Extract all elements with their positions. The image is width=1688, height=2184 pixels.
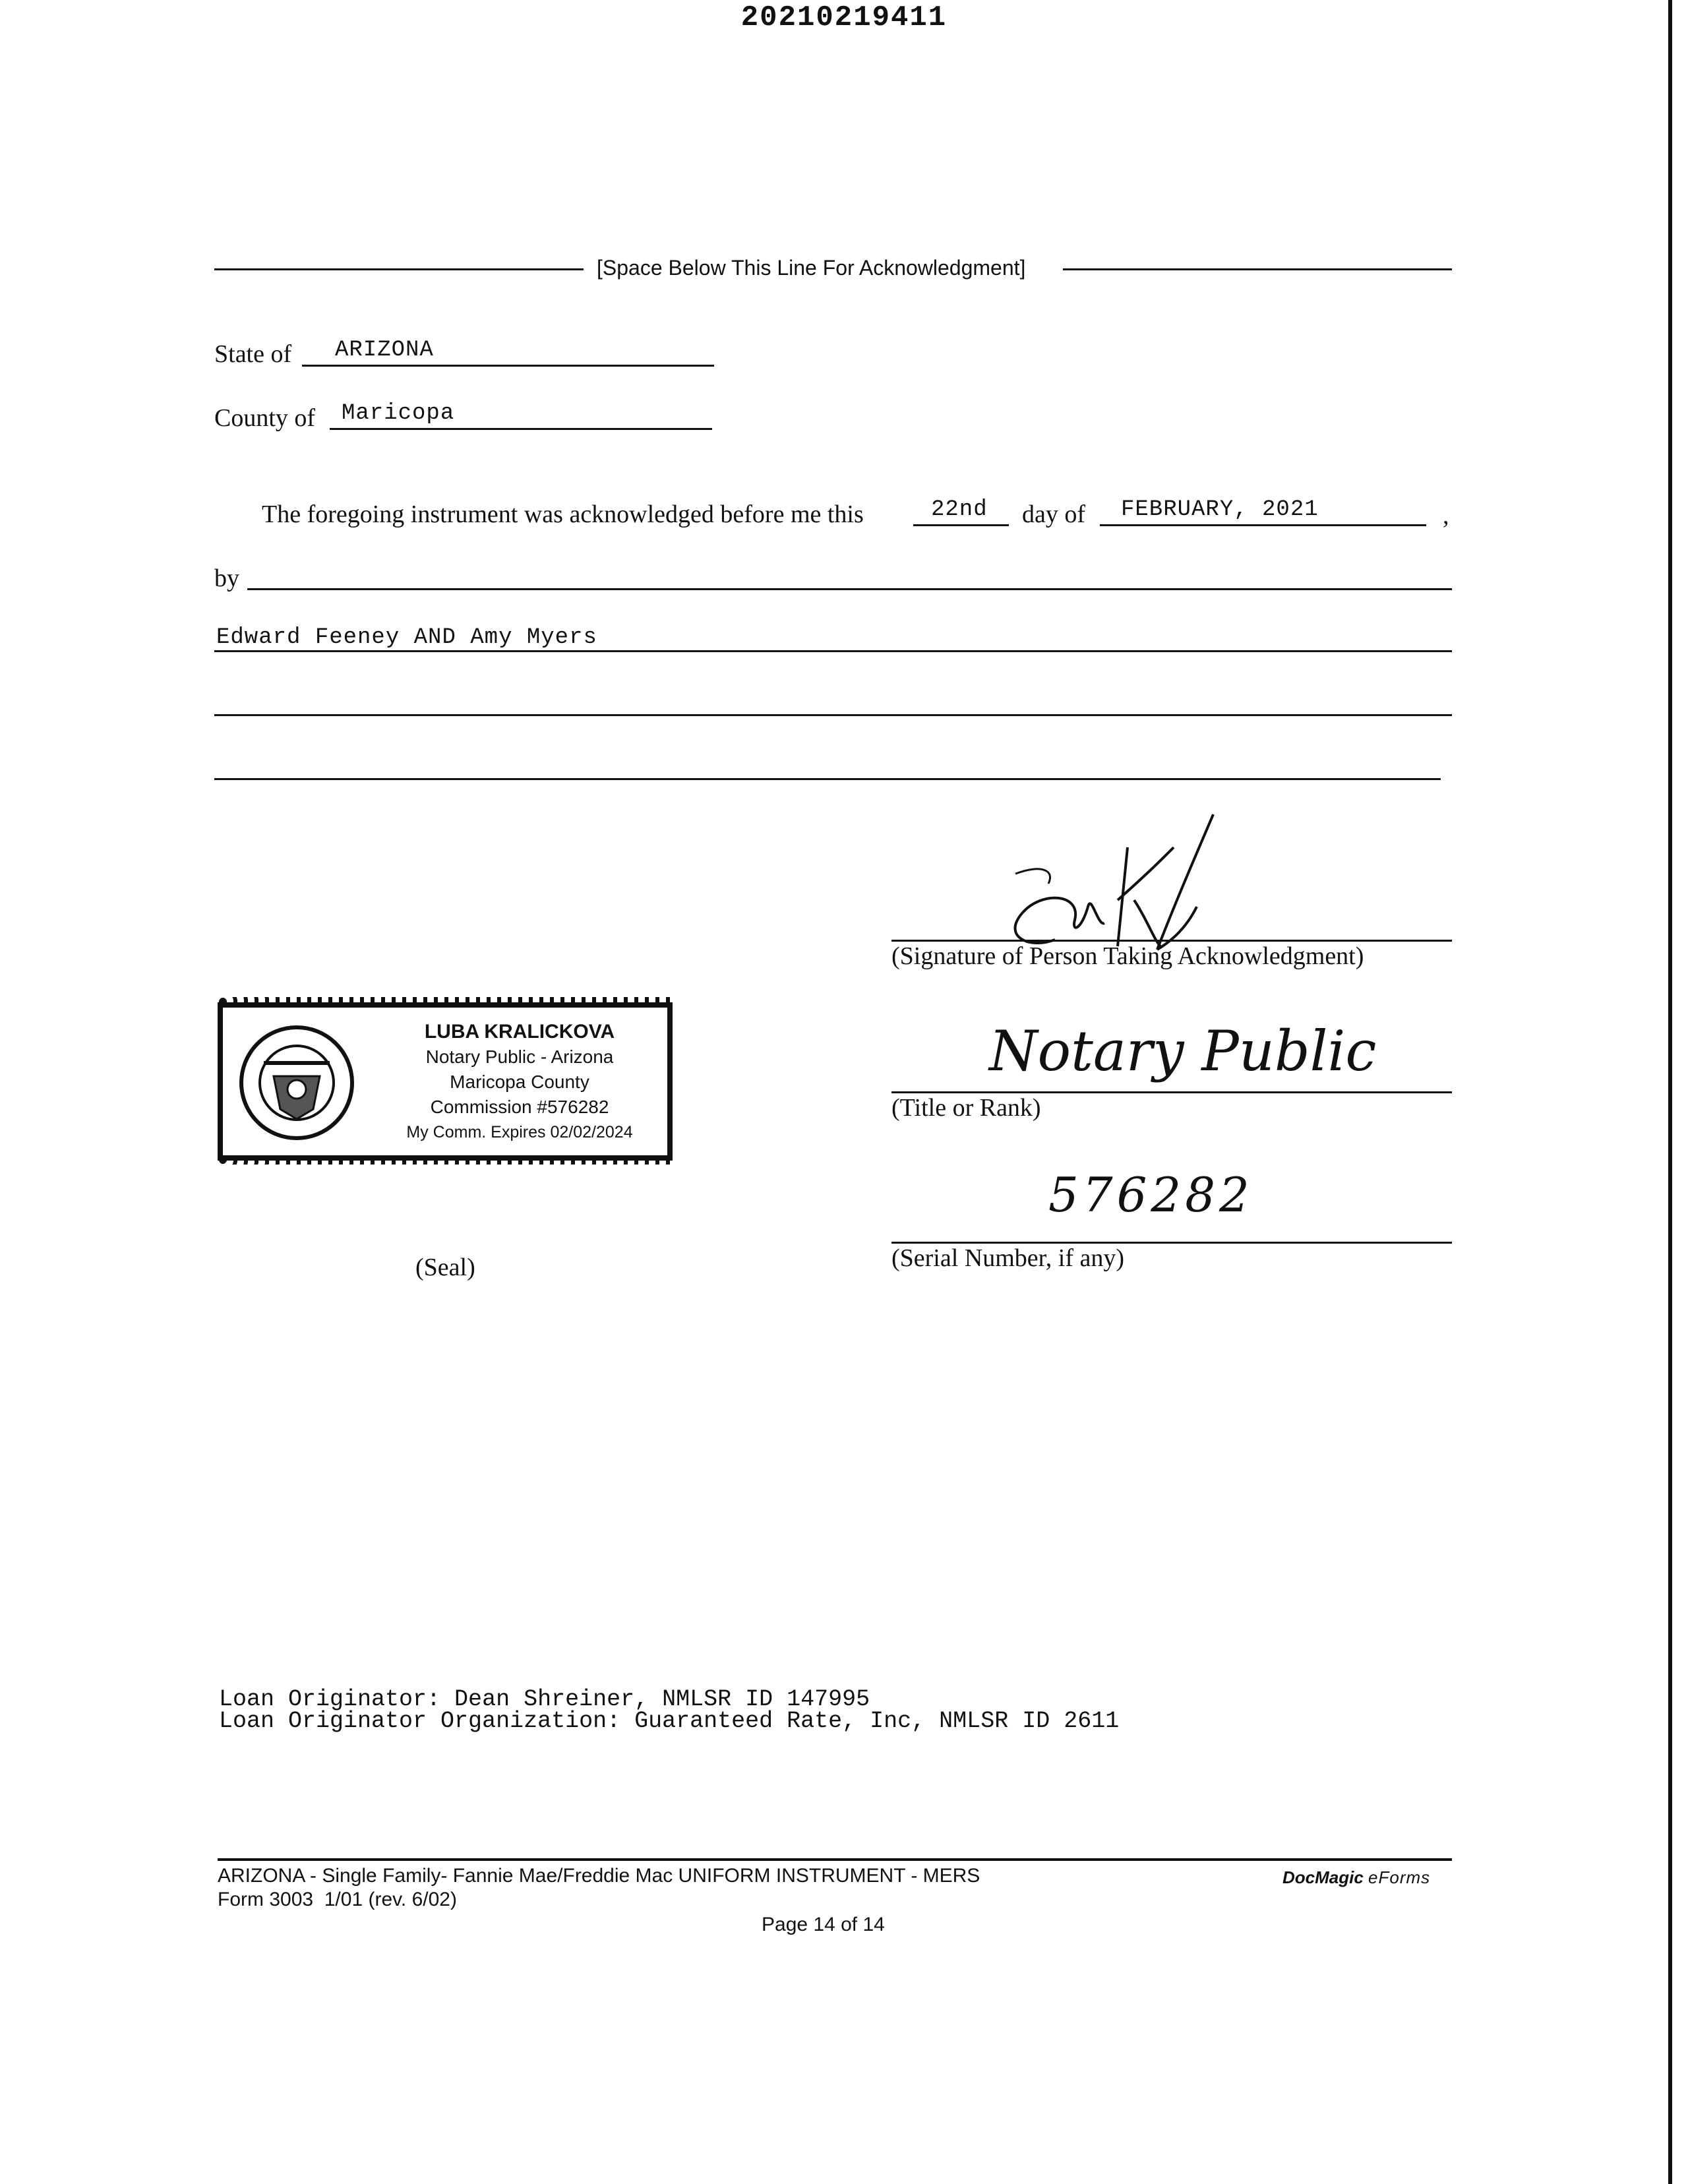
document-number: 20210219411 — [740, 1, 948, 34]
day-of-label: day of — [1022, 501, 1086, 528]
by-underline-4 — [214, 778, 1441, 780]
signature-label: (Signature of Person Taking Acknowledgment) — [891, 942, 1364, 970]
loan-originator-line: Loan Originator: Dean Shreiner, NMLSR ID 147995 — [219, 1686, 870, 1713]
title-handwritten: Notary Public — [989, 1019, 1377, 1083]
scan-edge-line — [1668, 0, 1672, 2184]
separator-text: [Space Below This Line For Acknowledgment] — [597, 256, 1026, 280]
footer-form-number: Form 3003 1/01 (rev. 6/02) — [218, 1889, 457, 1910]
by-underline-3 — [214, 714, 1452, 716]
county-value: Maricopa — [342, 401, 455, 426]
county-underline — [330, 428, 712, 430]
serial-handwritten: 576282 — [1048, 1167, 1253, 1223]
acknowledgment-sentence: The foregoing instrument was acknowledged before me this — [262, 501, 864, 528]
handwritten-signature — [976, 808, 1240, 959]
sentence-end-comma: , — [1443, 502, 1449, 530]
notary-commission-line: Commission #576282 — [430, 1097, 609, 1117]
separator-line-left — [214, 268, 584, 270]
seal-caption: (Seal) — [415, 1254, 475, 1281]
notary-title-line: Notary Public - Arizona — [425, 1046, 614, 1067]
notary-name: LUBA KRALICKOVA — [424, 1021, 615, 1043]
seal-text-block — [375, 1019, 665, 1145]
footer-rule — [218, 1858, 1452, 1861]
serial-label: (Serial Number, if any) — [891, 1244, 1125, 1272]
footer-brand — [1282, 1867, 1430, 1888]
footer-page-label: Page 14 of 14 — [762, 1914, 885, 1935]
month-year-value: FEBRUARY, 2021 — [1121, 497, 1319, 522]
by-names: Edward Feeney AND Amy Myers — [216, 625, 597, 650]
state-value: ARIZONA — [335, 338, 434, 363]
state-seal-emblem — [237, 1023, 356, 1142]
state-underline — [302, 365, 714, 367]
brand-suffix: eForms — [1368, 1867, 1431, 1887]
title-label: (Title or Rank) — [891, 1094, 1041, 1122]
state-label: State of — [214, 340, 292, 368]
footer-form-title: ARIZONA - Single Family- Fannie Mae/Freddie Mac UNIFORM INSTRUMENT - MERS — [218, 1865, 980, 1887]
day-value: 22nd — [931, 497, 988, 522]
separator-line-right — [1063, 268, 1452, 270]
notary-county-line: Maricopa County — [450, 1072, 589, 1092]
by-label: by — [214, 564, 239, 592]
notary-seal — [218, 1002, 673, 1161]
loan-organization-line: Loan Originator Organization: Guaranteed Rate, Inc, NMLSR ID 2611 — [219, 1708, 1120, 1734]
seal-bottom-edge — [218, 1155, 673, 1165]
by-underline-1 — [247, 588, 1452, 590]
by-underline-2 — [214, 650, 1452, 652]
brand-name: DocMagic — [1282, 1867, 1364, 1887]
month-year-underline — [1100, 524, 1426, 526]
day-underline — [913, 524, 1009, 526]
notary-expires-line: My Comm. Expires 02/02/2024 — [406, 1123, 633, 1141]
county-label: County of — [214, 404, 316, 432]
